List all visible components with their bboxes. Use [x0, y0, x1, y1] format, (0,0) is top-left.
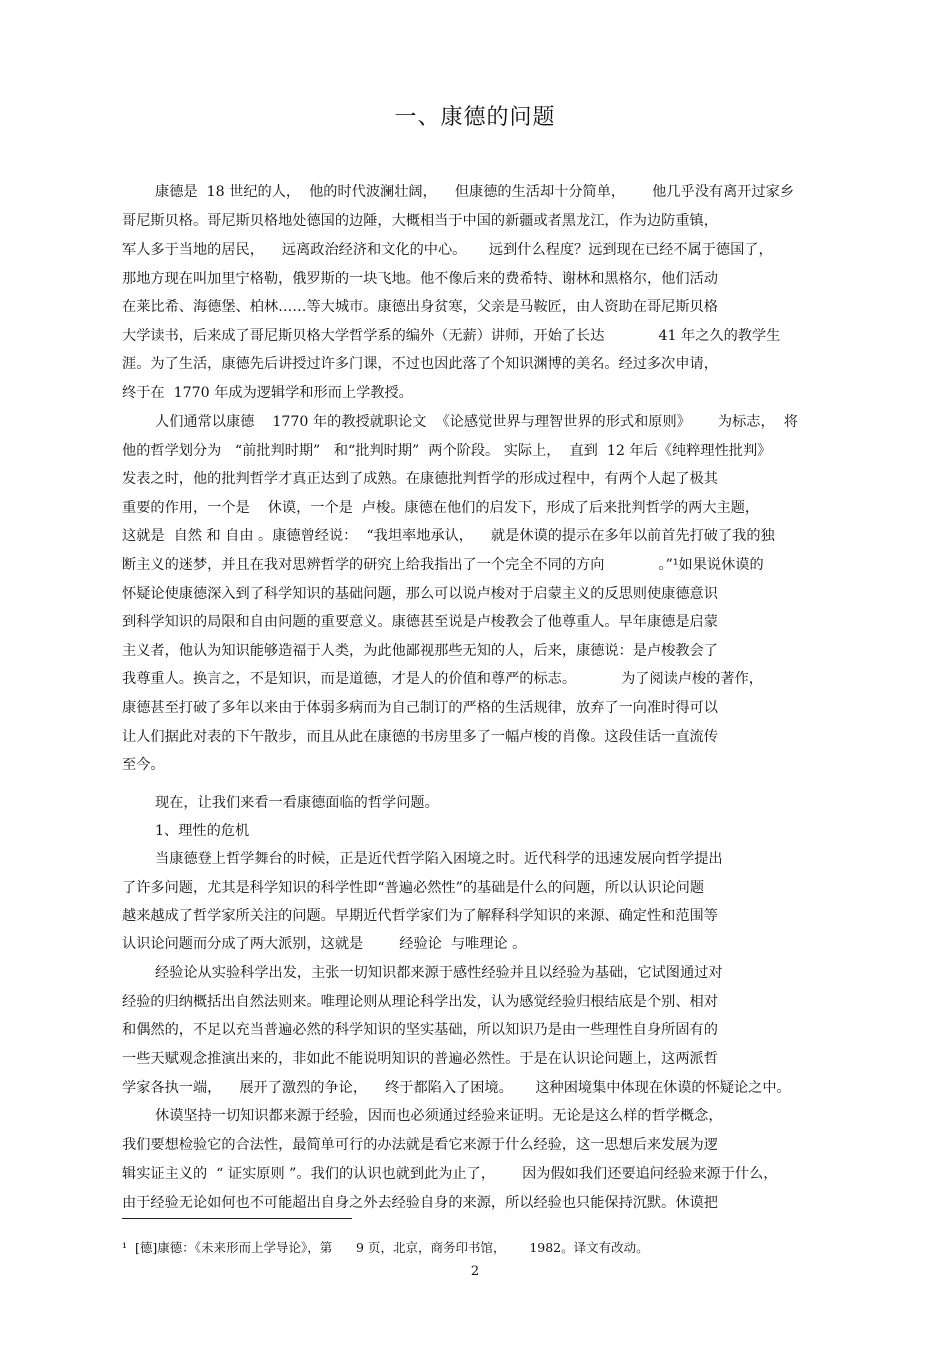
page-number: 2 — [470, 1264, 480, 1279]
text-line: 断主义的迷梦，并且在我对思辨哲学的研究上给我指出了一个完全不同的方向 。”¹如果说休谟的 — [122, 557, 764, 573]
text-line: 在莱比希、海德堡、柏林……等大城市。康德出身贫寒，父亲是马鞍匠，由人资助在哥尼斯贝格 — [122, 299, 718, 315]
text-line: 经验论从实验科学出发，主张一切知识都来源于感性经验并且以经验为基础，它试图通过对 — [155, 965, 723, 981]
text-line: 发表之时，他的批判哲学才真正达到了成熟。在康德批判哲学的形成过程中，有两个人起了极其 — [122, 471, 718, 487]
text-line: 怀疑论使康德深入到了科学知识的基础问题，那么可以说卢梭对于启蒙主义的反思则使康德意识 — [122, 586, 718, 602]
text-line: 现在，让我们来看一看康德面临的哲学问题。 — [155, 795, 439, 811]
text-line: 他的哲学划分为 “前批判时期” 和“批判时期” 两个阶段。 实际上， 直到 12 年后《纯粹理性批判》 — [122, 443, 772, 459]
text-line: 经验的归纳概括出自然法则来。唯理论则从理论科学出发，认为感觉经验归根结底是个别、相对 — [122, 994, 718, 1010]
text-line: 辑实证主义的 “ 证实原则 ”。我们的认识也就到此为止了， 因为假如我们还要追问经验来源于什么， — [122, 1166, 778, 1182]
footnote: ¹ [德]康德：《未来形而上学导论》，第 9 页，北京，商务印书馆， 1982。译文有改动。 — [122, 1240, 649, 1255]
text-line: 康德是 18 世纪的人， 他的时代波澜壮阔， 但康德的生活却十分简单， 他几乎没有离开过家乡 — [155, 184, 795, 200]
text-line: 涯。为了生活，康德先后讲授过许多门课，不过也因此落了个知识渊博的美名。经过多次申请， — [122, 356, 718, 372]
text-line: 哥尼斯贝格。哥尼斯贝格地处德国的边陲，大概相当于中国的新疆或者黑龙江，作为边防重镇， — [122, 213, 718, 229]
text-line: 康德甚至打破了多年以来由于体弱多病而为自己制订的严格的生活规律，放弃了一向准时得可以 — [122, 700, 718, 716]
text-line: 那地方现在叫加里宁格勒，俄罗斯的一块飞地。他不像后来的费希特、谢林和黑格尔，他们活动 — [122, 271, 718, 287]
text-line: 终于在 1770 年成为逻辑学和形而上学教授。 — [122, 385, 413, 401]
text-line: 至今。 — [122, 757, 165, 773]
text-line: 到科学知识的局限和自由问题的重要意义。康德甚至说是卢梭教会了他尊重人。早年康德是启蒙 — [122, 614, 718, 630]
footnote-divider — [122, 1218, 352, 1219]
text-line: 和偶然的，不足以充当普遍必然的科学知识的坚实基础，所以知识乃是由一些理性自身所固有的 — [122, 1022, 718, 1038]
text-line: 大学读书，后来成了哥尼斯贝格大学哲学系的编外（无薪）讲师，开始了长达 41 年之久的教学生 — [122, 328, 781, 344]
text-line: 1、理性的危机 — [155, 823, 250, 839]
text-line: 我们要想检验它的合法性，最简单可行的办法就是看它来源于什么经验，这一思想后来发展为逻 — [122, 1137, 718, 1153]
text-line: 主义者，他认为知识能够造福于人类，为此他鄙视那些无知的人，后来，康德说：是卢梭教会了 — [122, 643, 718, 659]
text-line: 一些天赋观念推演出来的，非如此不能说明知识的普遍必然性。于是在认识论问题上，这两派哲 — [122, 1051, 718, 1067]
text-line: 让人们据此对表的下午散步，而且从此在康德的书房里多了一幅卢梭的肖像。这段佳话一直流传 — [122, 729, 718, 745]
text-line: 这就是 自然 和 自由 。康德曾经说： “我坦率地承认， 就是休谟的提示在多年以前首先打破了我的独 — [122, 528, 775, 544]
text-line: 当康德登上哲学舞台的时候，正是近代哲学陷入困境之时。近代科学的迅速发展向哲学提出 — [155, 851, 723, 867]
text-line: 认识论问题而分成了两大派别，这就是 经验论 与唯理论 。 — [122, 936, 527, 952]
text-line: 由于经验无论如何也不可能超出自身之外去经验自身的来源，所以经验也只能保持沉默。休谟把 — [122, 1195, 718, 1211]
text-line: 休谟坚持一切知识都来源于经验，因而也必须通过经验来证明。无论是这么样的哲学概念， — [155, 1108, 723, 1124]
text-line: 军人多于当地的居民， 远离政治经济和文化的中心。 远到什么程度？远到现在已经不属于德国了， — [122, 242, 773, 258]
text-line: 学家各执一端， 展开了激烈的争论， 终于都陷入了困境。 这种困境集中体现在休谟的怀疑论之中。 — [122, 1080, 791, 1096]
text-line: 我尊重人。换言之，不是知识，而是道德，才是人的价值和尊严的标志。 为了阅读卢梭的著作， — [122, 671, 763, 687]
text-line: 越来越成了哲学家所关注的问题。早期近代哲学家们为了解释科学知识的来源、确定性和范围等 — [122, 908, 718, 924]
text-line: 了许多问题，尤其是科学知识的科学性即“普遍必然性”的基础是什么的问题，所以认识论问题 — [122, 880, 705, 896]
text-line: 人们通常以康德 1770 年的教授就职论文 《论感觉世界与理智世界的形式和原则》 为标志， 将 — [155, 414, 798, 430]
page-title: 一、康德的问题 — [394, 105, 556, 130]
text-line: 重要的作用，一个是 休谟，一个是 卢梭。康德在他们的启发下，形成了后来批判哲学的两大主题， — [122, 500, 760, 516]
